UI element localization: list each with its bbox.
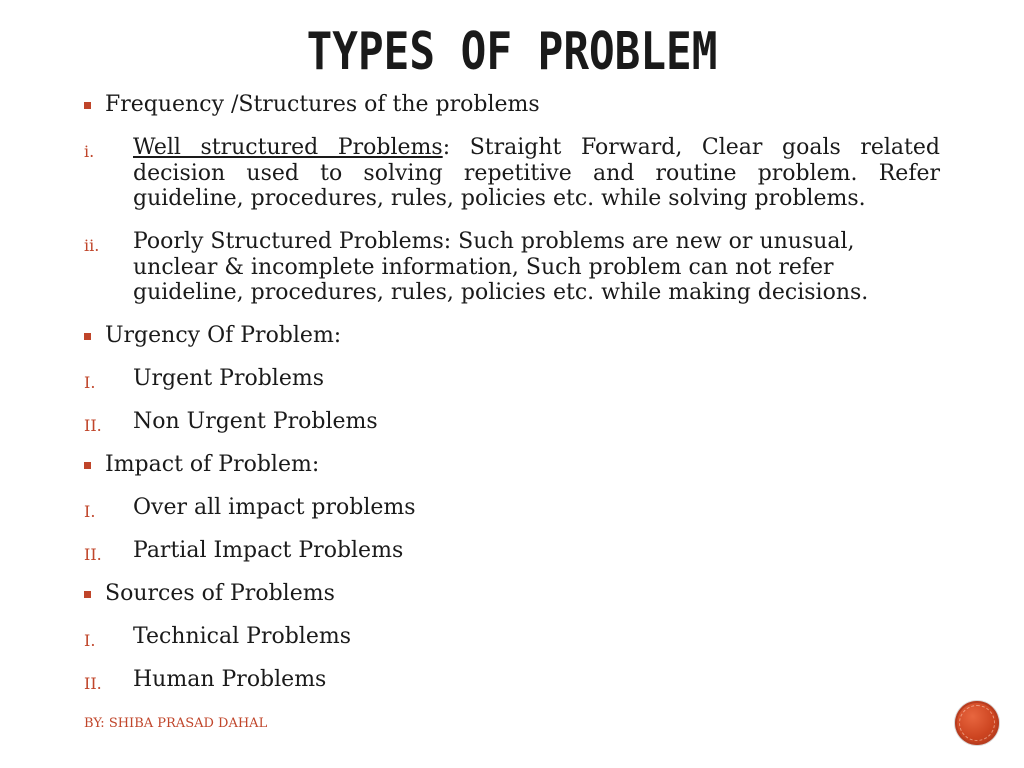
list-marker: ii. bbox=[84, 236, 100, 255]
list-marker: II. bbox=[84, 674, 102, 693]
slide-title: TYPES OF PROBLEM bbox=[306, 22, 718, 82]
bullet-urgency bbox=[84, 323, 940, 349]
list-item-text: Non Urgent Problems bbox=[133, 409, 378, 434]
list-item-urgent bbox=[84, 366, 940, 392]
bullet-text: Sources of Problems bbox=[105, 581, 335, 606]
list-item-partial-impact bbox=[84, 538, 940, 564]
bullet-text: Frequency /Structures of the problems bbox=[105, 92, 540, 117]
list-item-non-urgent bbox=[84, 409, 940, 435]
list-item-well-structured bbox=[84, 135, 940, 212]
list-item-text: Human Problems bbox=[133, 667, 327, 692]
list-marker: i. bbox=[84, 142, 95, 161]
bullet-text: Urgency Of Problem: bbox=[105, 323, 342, 348]
list-item-poorly-structured bbox=[84, 229, 940, 306]
list-marker: II. bbox=[84, 416, 102, 435]
list-item-text: Partial Impact Problems bbox=[133, 538, 404, 563]
badge-ring bbox=[959, 705, 995, 741]
bullet-text: Impact of Problem: bbox=[105, 452, 320, 477]
slide-content bbox=[84, 92, 940, 710]
list-marker: I. bbox=[84, 631, 96, 650]
list-item-text: : Straight Forward, Clear goals related decision used to solving repetitive and routine problem. Refer guideline, procedures, rules, policies etc. while solving problems. bbox=[133, 135, 940, 211]
list-marker: II. bbox=[84, 545, 102, 564]
list-marker: I. bbox=[84, 373, 96, 392]
list-item-text: Poorly Structured Problems: Such problems are new or unusual, unclear & incomplete information, Such problem can not refer guideline, procedures, rules, policies etc. while making decisions. bbox=[133, 229, 869, 305]
bullet-frequency-structures bbox=[84, 92, 940, 118]
square-bullet-icon bbox=[84, 462, 91, 469]
list-item-text: Over all impact problems bbox=[133, 495, 416, 520]
list-marker: I. bbox=[84, 502, 96, 521]
list-item-text: Urgent Problems bbox=[133, 366, 325, 391]
square-bullet-icon bbox=[84, 102, 91, 109]
term-well-structured: Well structured Problems bbox=[133, 135, 443, 160]
list-item-technical bbox=[84, 624, 940, 650]
list-item-human bbox=[84, 667, 940, 693]
bullet-sources bbox=[84, 581, 940, 607]
footer-author: BY: SHIBA PRASAD DAHAL bbox=[84, 716, 268, 731]
slide-badge-icon bbox=[955, 701, 999, 745]
square-bullet-icon bbox=[84, 333, 91, 340]
list-item-overall-impact bbox=[84, 495, 940, 521]
bullet-impact bbox=[84, 452, 940, 478]
square-bullet-icon bbox=[84, 591, 91, 598]
list-item-text: Technical Problems bbox=[133, 624, 352, 649]
